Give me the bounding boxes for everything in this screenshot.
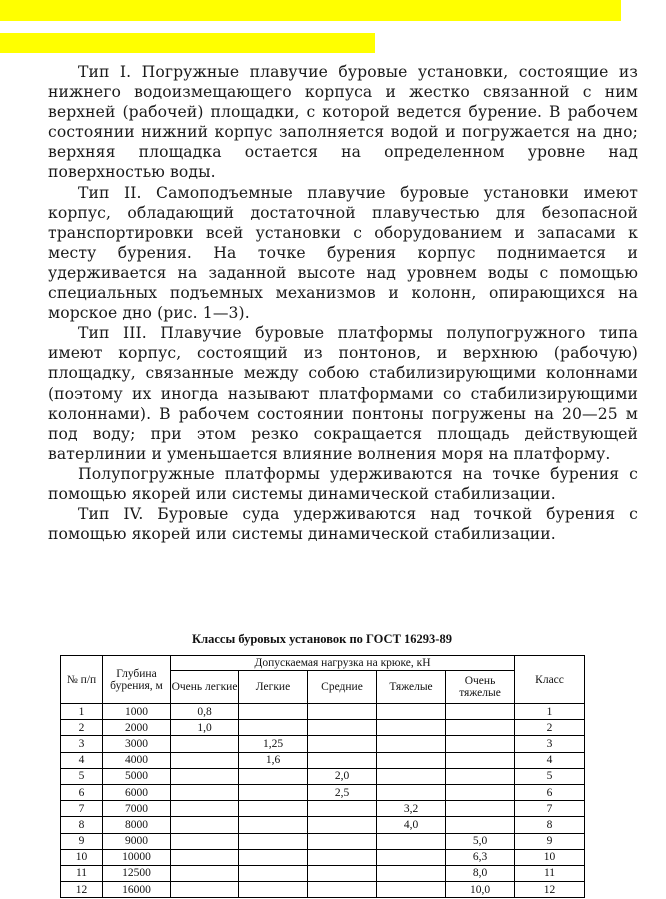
cell-heavy xyxy=(377,849,446,865)
cell-depth: 16000 xyxy=(103,882,171,898)
cell-light xyxy=(239,720,308,736)
header-very-light: Очень легкие xyxy=(171,671,239,704)
table-title: Классы буровых установок по ГОСТ 16293-89 xyxy=(192,632,452,646)
cell-depth: 4000 xyxy=(103,752,171,768)
table-row xyxy=(61,833,585,849)
cell-class: 8 xyxy=(515,817,585,833)
cell-num: 7 xyxy=(61,801,103,817)
cell-depth: 7000 xyxy=(103,801,171,817)
cell-light xyxy=(239,849,308,865)
cell-medium xyxy=(308,849,377,865)
table-row xyxy=(61,817,585,833)
paragraph-type-3: Тип III. Плавучие буровые платформы полупогружного типа имеют корпус, состоящий из понтонов, и верхнюю (рабочую) площадку, связанные между собою стабилизирующими колоннами (поэтому их иногда называют платформами со стабилизирующими колоннами). В рабочем состоянии понтоны погружены на 20—25 м под воду; при этом резко сокращается площадь действующей ватерлинии и уменьшается влияние волнения моря на платформу. xyxy=(48,324,638,463)
cell-depth: 8000 xyxy=(103,817,171,833)
cell-num: 11 xyxy=(61,865,103,881)
cell-very-heavy xyxy=(446,752,515,768)
table-row xyxy=(61,752,585,768)
cell-class: 11 xyxy=(515,865,585,881)
cell-class: 4 xyxy=(515,752,585,768)
cell-num: 2 xyxy=(61,720,103,736)
cell-very-light xyxy=(171,768,239,784)
cell-num: 8 xyxy=(61,817,103,833)
cell-very-light xyxy=(171,736,239,752)
cell-very-heavy: 8,0 xyxy=(446,865,515,881)
table-row xyxy=(61,801,585,817)
cell-depth: 9000 xyxy=(103,833,171,849)
paragraph-type-4: Тип IV. Буровые суда удерживаются над точкой бурения с помощью якорей или системы динамической стабилизации. xyxy=(48,505,638,544)
cell-class: 2 xyxy=(515,720,585,736)
cell-very-light xyxy=(171,801,239,817)
cell-class: 6 xyxy=(515,784,585,800)
cell-depth: 1000 xyxy=(103,704,171,720)
table-row xyxy=(61,865,585,881)
cell-medium xyxy=(308,882,377,898)
table-row xyxy=(61,704,585,720)
cell-heavy xyxy=(377,752,446,768)
header-class: Класс xyxy=(515,656,585,704)
table-row xyxy=(61,882,585,898)
cell-very-heavy: 5,0 xyxy=(446,833,515,849)
table-row xyxy=(61,720,585,736)
header-num: № п/п xyxy=(61,656,103,704)
cell-class: 1 xyxy=(515,704,585,720)
table-row xyxy=(61,849,585,865)
cell-very-light xyxy=(171,752,239,768)
cell-light: 1,25 xyxy=(239,736,308,752)
cell-depth: 10000 xyxy=(103,849,171,865)
drilling-classes-table xyxy=(60,655,585,898)
cell-light xyxy=(239,865,308,881)
cell-very-light xyxy=(171,849,239,865)
cell-very-light xyxy=(171,833,239,849)
cell-medium xyxy=(308,801,377,817)
cell-medium: 2,0 xyxy=(308,768,377,784)
cell-light xyxy=(239,784,308,800)
cell-depth: 3000 xyxy=(103,736,171,752)
cell-heavy: 4,0 xyxy=(377,817,446,833)
cell-num: 10 xyxy=(61,849,103,865)
cell-heavy xyxy=(377,720,446,736)
cell-heavy xyxy=(377,882,446,898)
cell-medium xyxy=(308,817,377,833)
cell-very-heavy xyxy=(446,784,515,800)
paragraph-semi-submersible: Полупогружные платформы удерживаются на точке бурения с помощью якорей или системы динамической стабилизации. xyxy=(48,464,638,503)
header-depth: Глубина бурения, м xyxy=(103,656,171,704)
highlight-bar-second xyxy=(0,33,375,53)
cell-very-heavy xyxy=(446,736,515,752)
cell-light xyxy=(239,768,308,784)
cell-class: 12 xyxy=(515,882,585,898)
cell-heavy xyxy=(377,768,446,784)
cell-light xyxy=(239,817,308,833)
cell-depth: 6000 xyxy=(103,784,171,800)
cell-heavy xyxy=(377,865,446,881)
highlight-bar-top xyxy=(0,0,621,21)
cell-very-light xyxy=(171,865,239,881)
cell-very-heavy xyxy=(446,817,515,833)
cell-num: 4 xyxy=(61,752,103,768)
cell-medium: 2,5 xyxy=(308,784,377,800)
cell-very-heavy: 10,0 xyxy=(446,882,515,898)
paragraph-type-1: Тип I. Погружные плавучие буровые установки, состоящие из нижнего водоизмещающего корпуса и жестко связанной с ним верхней (рабочей) площадки, с которой ведется бурение. В рабочем состоянии нижний корпус заполняется водой и погружается на дно; верхняя площадка остается на определенном уровне над поверхностью воды. xyxy=(48,63,638,182)
cell-num: 5 xyxy=(61,768,103,784)
cell-class: 10 xyxy=(515,849,585,865)
body-text xyxy=(48,62,638,544)
cell-very-heavy: 6,3 xyxy=(446,849,515,865)
table-row xyxy=(61,768,585,784)
cell-medium xyxy=(308,720,377,736)
table-row xyxy=(61,736,585,752)
cell-heavy: 3,2 xyxy=(377,801,446,817)
cell-num: 12 xyxy=(61,882,103,898)
cell-heavy xyxy=(377,704,446,720)
cell-medium xyxy=(308,752,377,768)
cell-class: 9 xyxy=(515,833,585,849)
header-heavy: Тяжелые xyxy=(377,671,446,704)
cell-very-light xyxy=(171,817,239,833)
cell-depth: 2000 xyxy=(103,720,171,736)
cell-medium xyxy=(308,736,377,752)
cell-heavy xyxy=(377,833,446,849)
cell-light xyxy=(239,704,308,720)
cell-light xyxy=(239,801,308,817)
cell-depth: 12500 xyxy=(103,865,171,881)
cell-very-light xyxy=(171,882,239,898)
cell-light: 1,6 xyxy=(239,752,308,768)
cell-heavy xyxy=(377,736,446,752)
cell-medium xyxy=(308,865,377,881)
cell-light xyxy=(239,882,308,898)
cell-very-heavy xyxy=(446,720,515,736)
cell-class: 3 xyxy=(515,736,585,752)
paragraph-type-2: Тип II. Самоподъемные плавучие буровые установки имеют корпус, обладающий достаточной плавучестью для безопасной транспортировки всей установки с оборудованием и запасами к месту бурения. На точке бурения корпус поднимается и удерживается на заданной высоте над уровнем воды с помощью специальных подъемных механизмов и колонн, опирающихся на морское дно (рис. 1—3). xyxy=(48,183,638,323)
cell-light xyxy=(239,833,308,849)
cell-depth: 5000 xyxy=(103,768,171,784)
cell-very-light: 0,8 xyxy=(171,704,239,720)
cell-very-heavy xyxy=(446,801,515,817)
cell-very-light: 1,0 xyxy=(171,720,239,736)
cell-class: 7 xyxy=(515,801,585,817)
cell-num: 3 xyxy=(61,736,103,752)
cell-very-light xyxy=(171,784,239,800)
header-very-heavy: Очень тяжелые xyxy=(446,671,515,704)
cell-num: 9 xyxy=(61,833,103,849)
cell-class: 5 xyxy=(515,768,585,784)
cell-medium xyxy=(308,704,377,720)
header-light: Легкие xyxy=(239,671,308,704)
header-load-group: Допускаемая нагрузка на крюке, кН xyxy=(171,656,515,671)
header-medium: Средние xyxy=(308,671,377,704)
cell-heavy xyxy=(377,784,446,800)
cell-medium xyxy=(308,833,377,849)
cell-very-heavy xyxy=(446,768,515,784)
cell-num: 6 xyxy=(61,784,103,800)
table-row xyxy=(61,784,585,800)
cell-very-heavy xyxy=(446,704,515,720)
cell-num: 1 xyxy=(61,704,103,720)
